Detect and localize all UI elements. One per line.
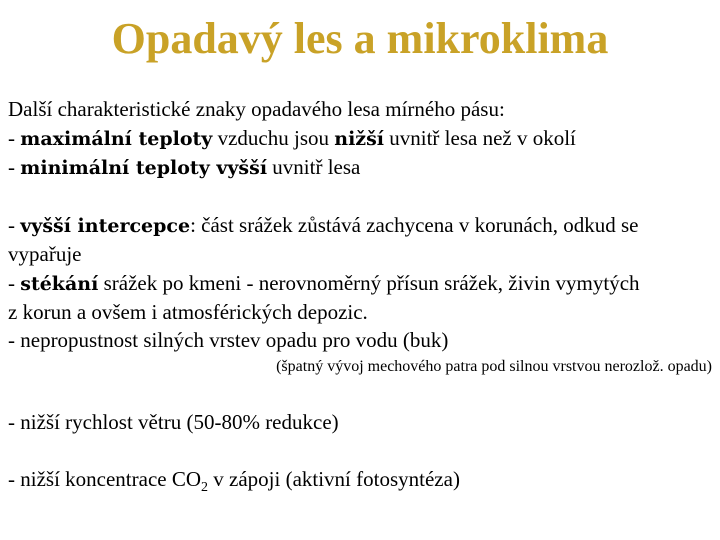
item-text: srážek po kmeni - nerovnoměrný přísun srážek, živin vymytých [98, 271, 640, 295]
item-text: : část srážek zůstává zachycena v korunách, odkud se [190, 213, 639, 237]
slide-title: Opadavý les a mikroklima [111, 14, 609, 63]
item-text: uvnitř lesa [267, 155, 361, 179]
item-co2-concentration [8, 466, 460, 495]
item-text: - nižší koncentrace CO [8, 467, 202, 491]
bold-min-temperature: minimální teploty vyšší [20, 157, 268, 179]
bold-max-temperature: maximální teploty [20, 128, 213, 150]
item-text: uvnitř lesa než v okolí [384, 126, 576, 150]
intro-text: Další charakteristické znaky opadavého lesa mírného pásu: [8, 97, 505, 121]
item-prefix: - [8, 155, 21, 179]
co2-subscript: 2 [201, 480, 209, 495]
item-prefix: - [8, 213, 21, 237]
item-max-temperature [8, 125, 576, 152]
item-litter-impermeability: - nepropustnost silných vrstev opadu pro vodu (buk) [8, 328, 449, 352]
item-min-temperature [8, 154, 360, 181]
item-interception [8, 212, 638, 239]
item-prefix: - [8, 271, 21, 295]
item-text: vzduchu jsou [212, 126, 335, 150]
bold-lower: nižší [334, 128, 385, 150]
item-text: v zápoji (aktivní fotosyntéza) [208, 467, 460, 491]
item-prefix: - [8, 126, 21, 150]
item-stemflow [8, 270, 640, 297]
item-wind-speed: - nižší rychlost větru (50-80% redukce) [8, 410, 339, 434]
item-litter-note: (špatný vývoj mechového patra pod silnou vrstvou nerozlož. opadu) [276, 358, 712, 375]
intro-line [8, 96, 505, 122]
item-interception-cont: vypařuje [8, 242, 82, 266]
bold-stemflow: stékání [20, 273, 99, 295]
bold-interception: vyšší intercepce [20, 215, 191, 237]
item-stemflow-cont: z korun a ovšem i atmosférických depozic. [8, 300, 368, 324]
